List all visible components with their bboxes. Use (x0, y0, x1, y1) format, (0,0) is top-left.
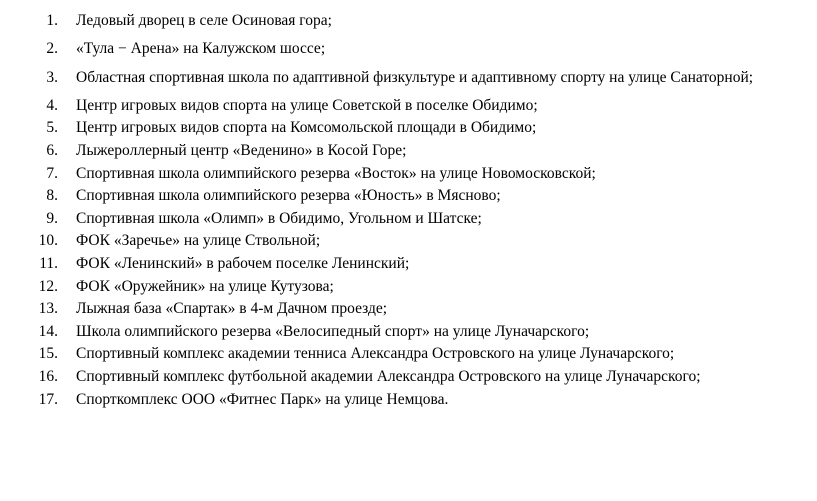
list-item-text: Областная спортивная школа по адаптивной физкультуре и адаптивному спорту на улице Санаторной; (76, 68, 754, 86)
list-item-text: ФОК «Заречье» на улице Ствольной; (76, 232, 321, 250)
list-item-text: Спортивная школа олимпийского резерва «Юность» в Мясново; (76, 187, 501, 205)
list-item (22, 10, 799, 32)
list-item (22, 366, 799, 388)
list-item (22, 163, 799, 185)
list-item-number: 11. (39, 255, 58, 272)
list-item-number: 9. (46, 209, 58, 227)
list-item-number: 3. (46, 68, 58, 86)
list-item (22, 321, 799, 343)
list-item (22, 208, 799, 230)
list-item (22, 185, 799, 207)
list-item-number: 2. (46, 40, 58, 58)
list-item-text: Спортивная школа олимпийского резерва «Восток» на улице Новомосковской; (76, 164, 596, 182)
list-item (22, 230, 799, 252)
numbered-list (22, 10, 799, 411)
list-item-number: 14. (38, 322, 58, 340)
list-item-number: 13. (38, 300, 58, 318)
list-item (22, 38, 799, 60)
list-item-number: 8. (46, 187, 58, 205)
list-item (22, 117, 799, 139)
list-item-text: Школа олимпийского резерва «Велосипедный спорт» на улице Луначарского; (76, 322, 590, 340)
list-item (22, 67, 799, 89)
list-item-number: 5. (46, 119, 58, 137)
list-item-text: «Тула − Арена» на Калужском шоссе; (76, 40, 326, 58)
list-item (22, 389, 799, 411)
list-item-text: Лыжная база «Спартак» в 4-м Дачном проезде; (76, 300, 388, 318)
list-item-number: 16. (38, 367, 58, 385)
list-item-number: 15. (38, 345, 58, 363)
list-item (22, 253, 799, 275)
list-item-text: ФОК «Оружейник» на улице Кутузова; (76, 277, 334, 295)
list-item-number: 12. (38, 277, 58, 295)
list-item-number: 1. (46, 12, 58, 29)
list-item (22, 298, 799, 320)
list-item-text: Спортивный комплекс футбольной академии Александра Островского на улице Луначарского; (76, 367, 701, 385)
list-item-number: 17. (38, 390, 58, 408)
list-item-text: Центр игровых видов спорта на Комсомольской площади в Обидимо; (76, 119, 537, 137)
list-item-number: 10. (38, 232, 58, 250)
list-item-text: Спорткомплекс ООО «Фитнес Парк» на улице Немцова. (76, 390, 449, 408)
list-item (22, 276, 799, 298)
list-item (22, 95, 799, 117)
list-item-number: 7. (46, 164, 58, 182)
list-item (22, 343, 799, 365)
list-item (22, 140, 799, 162)
list-item-text: Спортивный комплекс академии тенниса Александра Островского на улице Луначарского; (76, 345, 675, 363)
list-item-text: Ледовый дворец в селе Осиновая гора; (76, 12, 332, 29)
list-item-text: Центр игровых видов спорта на улице Советской в поселке Обидимо; (76, 96, 538, 114)
list-item-number: 6. (46, 142, 58, 160)
list-item-number: 4. (46, 96, 58, 114)
list-item-text: Лыжероллерный центр «Веденино» в Косой Горе; (76, 142, 407, 160)
list-item-text: Спортивная школа «Олимп» в Обидимо, Угольном и Шатске; (76, 209, 482, 227)
list-item-text: ФОК «Ленинский» в рабочем поселке Ленинский; (76, 255, 410, 272)
